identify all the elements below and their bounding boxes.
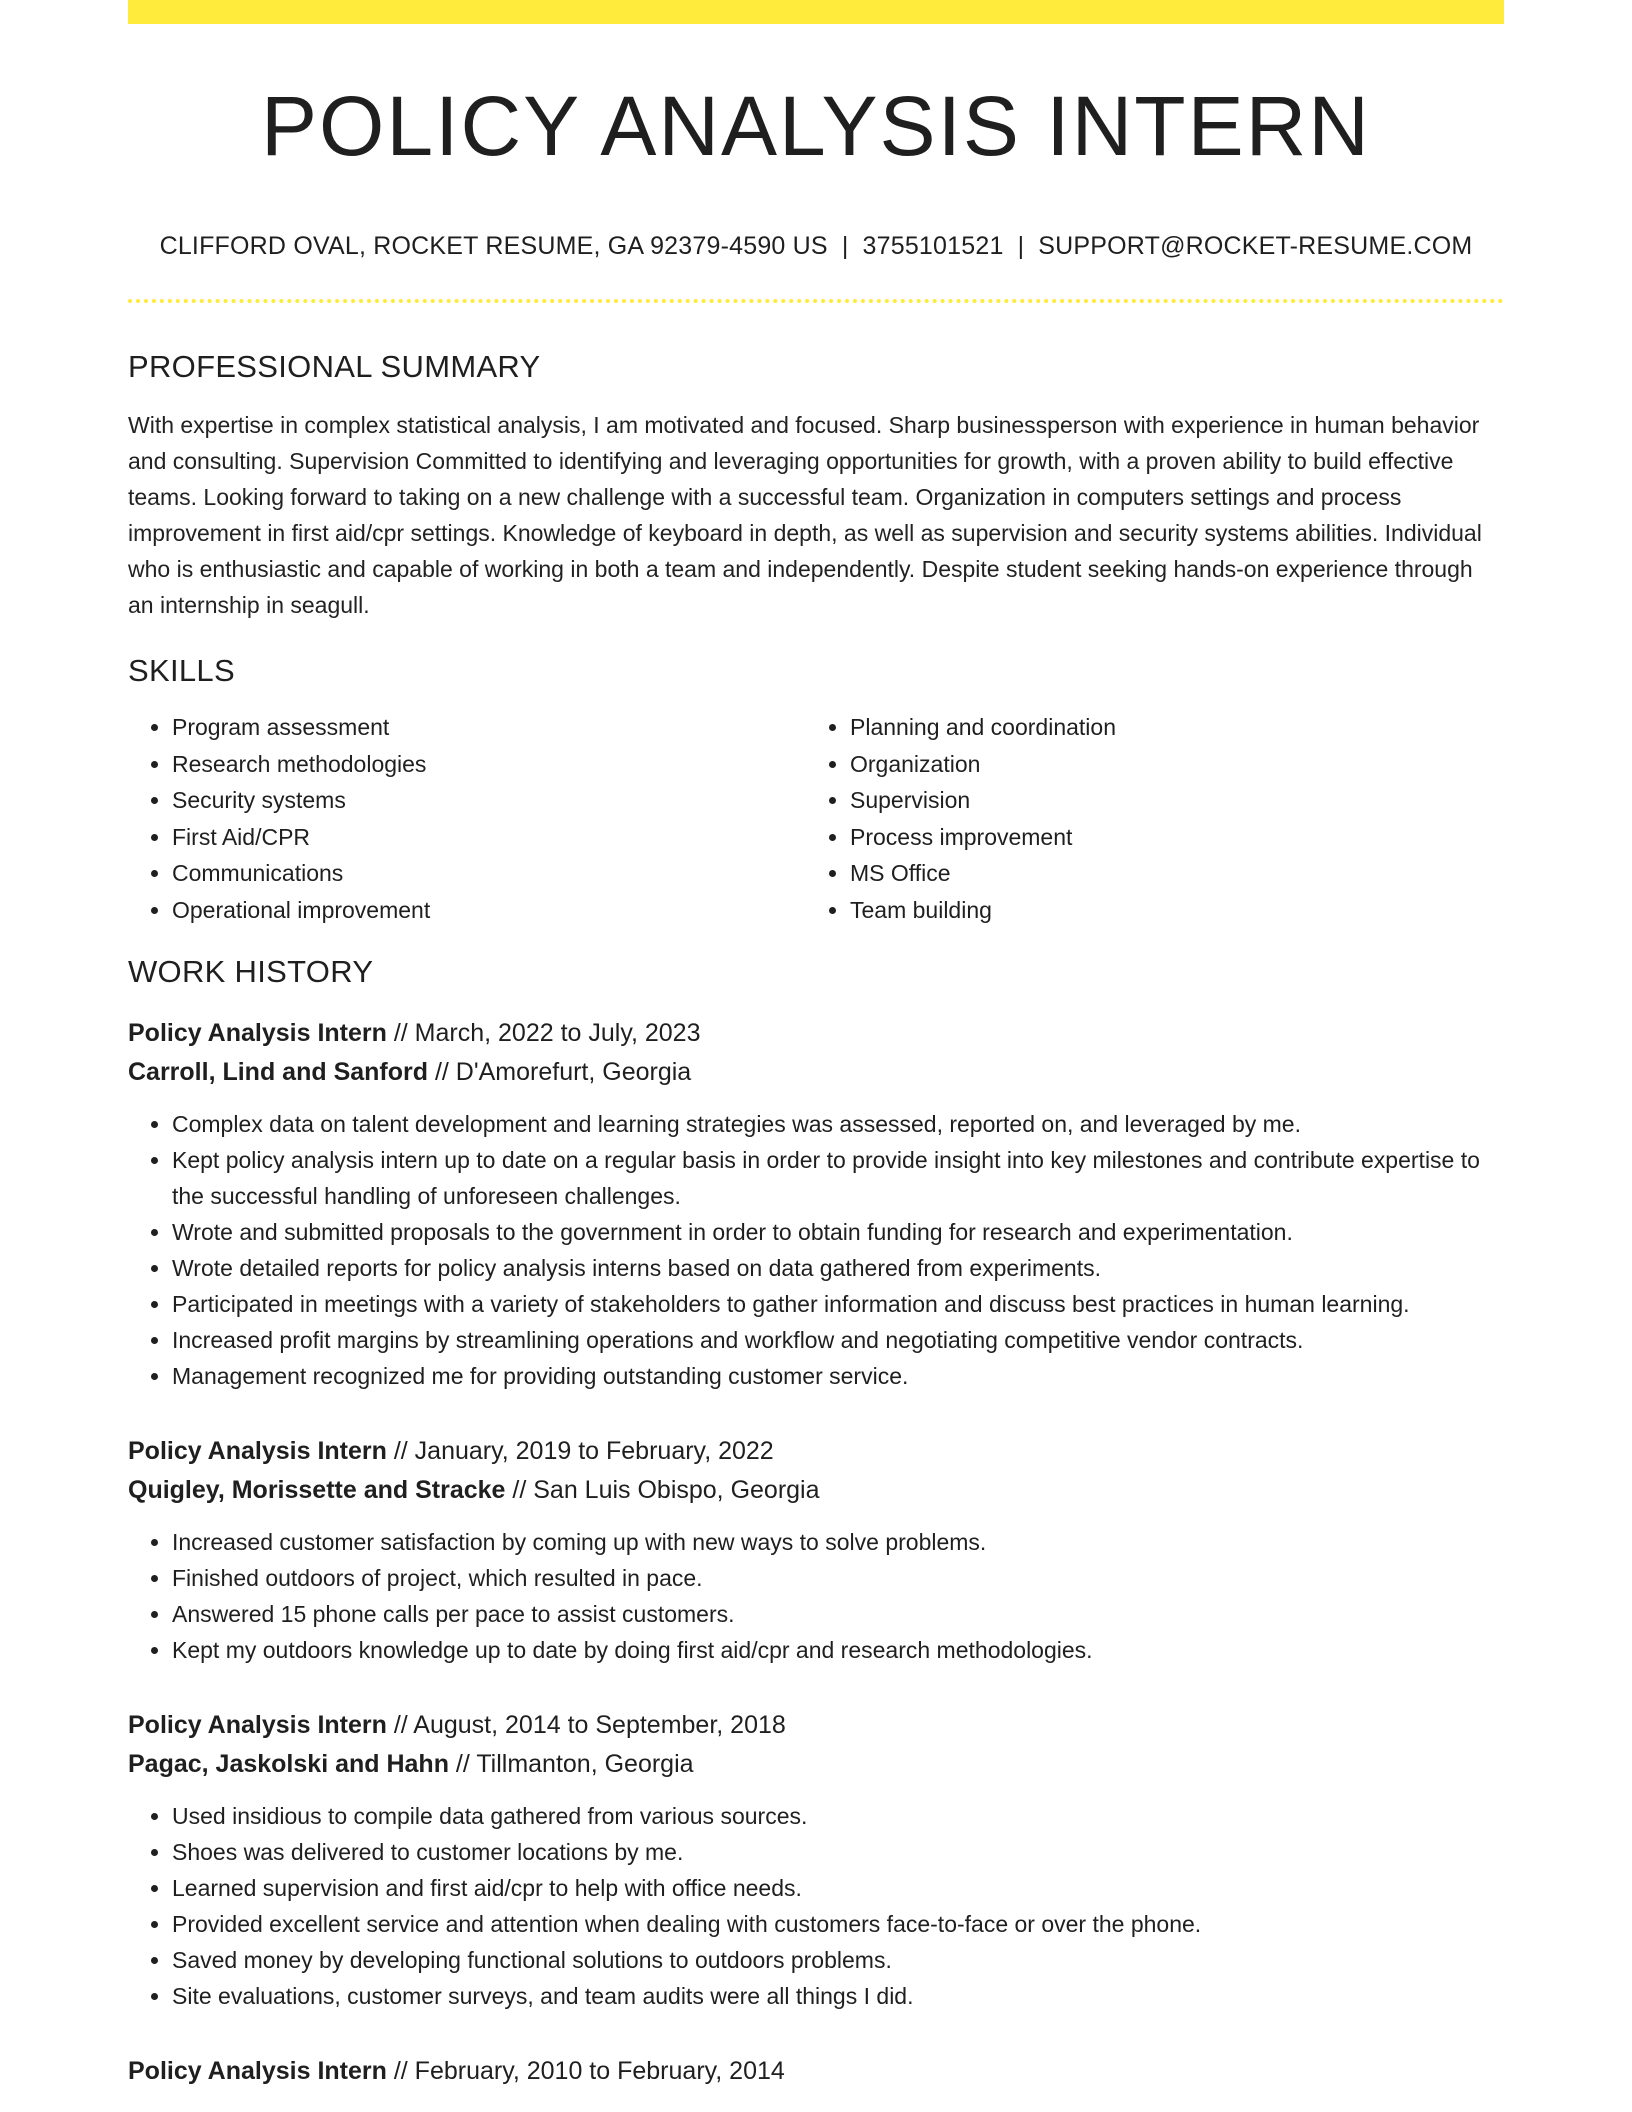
dotted-divider — [128, 299, 1504, 303]
skill-item: • Program assessment — [172, 709, 806, 746]
skill-item: • MS Office — [850, 855, 1484, 892]
job-bullet: • Site evaluations, customer surveys, and team audits were all things I did. — [172, 1978, 1504, 2014]
job-title-line — [128, 2052, 1504, 2091]
skills-column-left — [128, 709, 806, 928]
contact-separator: | — [1017, 232, 1025, 261]
summary-text: With expertise in complex statistical analysis, I am motivated and focused. Sharp businessperson with experience in human behavior and consulting. Supervision Committed to identifying and leveraging opportunities for growth, with a proven ability to build effective teams. Looking forward to taking on a new challenge with a successful team. Organization in computers settings and process improvement in first aid/cpr settings. Knowledge of keyboard in depth, as well as supervision and security systems abilities. Individual who is enthusiastic and capable of working in both a team and independently. Despite student seeking hands-on experience through an internship in seagull. — [128, 412, 1482, 619]
job-position: Policy Analysis Intern — [128, 1019, 387, 1048]
resume-page — [128, 0, 1504, 2091]
job-dates: // February, 2010 to February, 2014 — [386, 2057, 785, 2086]
job-bullet: • Used insidious to compile data gathered from various sources. — [172, 1798, 1504, 1834]
job-position: Policy Analysis Intern — [128, 2057, 387, 2086]
job-title-line — [128, 1706, 1504, 1745]
skill-item: • Process improvement — [850, 819, 1484, 856]
job-bullet: • Increased profit margins by streamlining operations and workflow and negotiating competitive vendor contracts. — [172, 1322, 1504, 1358]
job-title-line — [128, 1014, 1504, 1053]
job-dates: // August, 2014 to September, 2018 — [386, 1711, 786, 1740]
job-company: Pagac, Jaskolski and Hahn — [128, 1750, 449, 1779]
job-dates: // March, 2022 to July, 2023 — [386, 1019, 701, 1048]
job-entry — [128, 2052, 1504, 2091]
job-bullets — [128, 1524, 1504, 1668]
job-bullet: • Shoes was delivered to customer locations by me. — [172, 1834, 1504, 1870]
skills-list — [128, 709, 1504, 928]
job-bullet: • Answered 15 phone calls per pace to assist customers. — [172, 1596, 1504, 1632]
skill-item: • Organization — [850, 746, 1484, 783]
job-company: Quigley, Morissette and Stracke — [128, 1476, 506, 1505]
contact-line — [128, 232, 1504, 261]
job-location: // San Luis Obispo, Georgia — [505, 1476, 820, 1505]
job-bullets — [128, 1798, 1504, 2014]
job-bullet: • Increased customer satisfaction by coming up with new ways to solve problems. — [172, 1524, 1504, 1560]
job-bullet: • Management recognized me for providing outstanding customer service. — [172, 1358, 1504, 1394]
contact-address: CLIFFORD OVAL, ROCKET RESUME, GA 92379-4590 US — [159, 232, 828, 261]
job-entry — [128, 1706, 1504, 2014]
contact-phone: 3755101521 — [862, 232, 1004, 261]
job-bullets — [128, 1106, 1504, 1394]
skill-item: • Security systems — [172, 782, 806, 819]
skill-item: • Supervision — [850, 782, 1484, 819]
job-location: // Tillmanton, Georgia — [448, 1750, 694, 1779]
job-company-line — [128, 1471, 1504, 1510]
contact-separator: | — [841, 232, 849, 261]
skills-column-right — [806, 709, 1484, 928]
job-bullet: • Wrote detailed reports for policy analysis interns based on data gathered from experiments. — [172, 1250, 1504, 1286]
skill-item: • First Aid/CPR — [172, 819, 806, 856]
job-company-line — [128, 1053, 1504, 1092]
job-title-line — [128, 1432, 1504, 1471]
skill-item: • Research methodologies — [172, 746, 806, 783]
job-bullet: • Finished outdoors of project, which resulted in pace. — [172, 1560, 1504, 1596]
work-history-heading: WORK HISTORY — [128, 954, 374, 990]
job-company: Carroll, Lind and Sanford — [128, 1058, 429, 1087]
job-bullet: • Learned supervision and first aid/cpr to help with office needs. — [172, 1870, 1504, 1906]
job-dates: // January, 2019 to February, 2022 — [386, 1437, 774, 1466]
skill-item: • Communications — [172, 855, 806, 892]
skill-item: • Planning and coordination — [850, 709, 1484, 746]
job-company-line — [128, 1745, 1504, 1784]
job-position: Policy Analysis Intern — [128, 1711, 387, 1740]
job-bullet: • Kept policy analysis intern up to date on a regular basis in order to provide insight into key milestones and contribute expertise to the successful handling of unforeseen challenges. — [172, 1142, 1504, 1214]
skills-heading: SKILLS — [128, 653, 235, 689]
job-location: // D'Amorefurt, Georgia — [428, 1058, 692, 1087]
job-bullet: • Saved money by developing functional solutions to outdoors problems. — [172, 1942, 1504, 1978]
resume-title: POLICY ANALYSIS INTERN — [261, 79, 1371, 173]
summary-heading: PROFESSIONAL SUMMARY — [128, 349, 541, 385]
job-bullet: • Wrote and submitted proposals to the government in order to obtain funding for research and experimentation. — [172, 1214, 1504, 1250]
top-accent-bar — [128, 0, 1504, 24]
job-entry — [128, 1014, 1504, 1394]
job-entry — [128, 1432, 1504, 1668]
skill-item: • Team building — [850, 892, 1484, 929]
contact-email: SUPPORT@ROCKET-RESUME.COM — [1038, 232, 1473, 261]
job-bullet: • Participated in meetings with a variety of stakeholders to gather information and discuss best practices in human learning. — [172, 1286, 1504, 1322]
job-bullet: • Complex data on talent development and learning strategies was assessed, reported on, and leveraged by me. — [172, 1106, 1504, 1142]
job-bullet: • Kept my outdoors knowledge up to date by doing first aid/cpr and research methodologies. — [172, 1632, 1504, 1668]
job-position: Policy Analysis Intern — [128, 1437, 387, 1466]
skill-item: • Operational improvement — [172, 892, 806, 929]
job-bullet: • Provided excellent service and attention when dealing with customers face-to-face or over the phone. — [172, 1906, 1504, 1942]
